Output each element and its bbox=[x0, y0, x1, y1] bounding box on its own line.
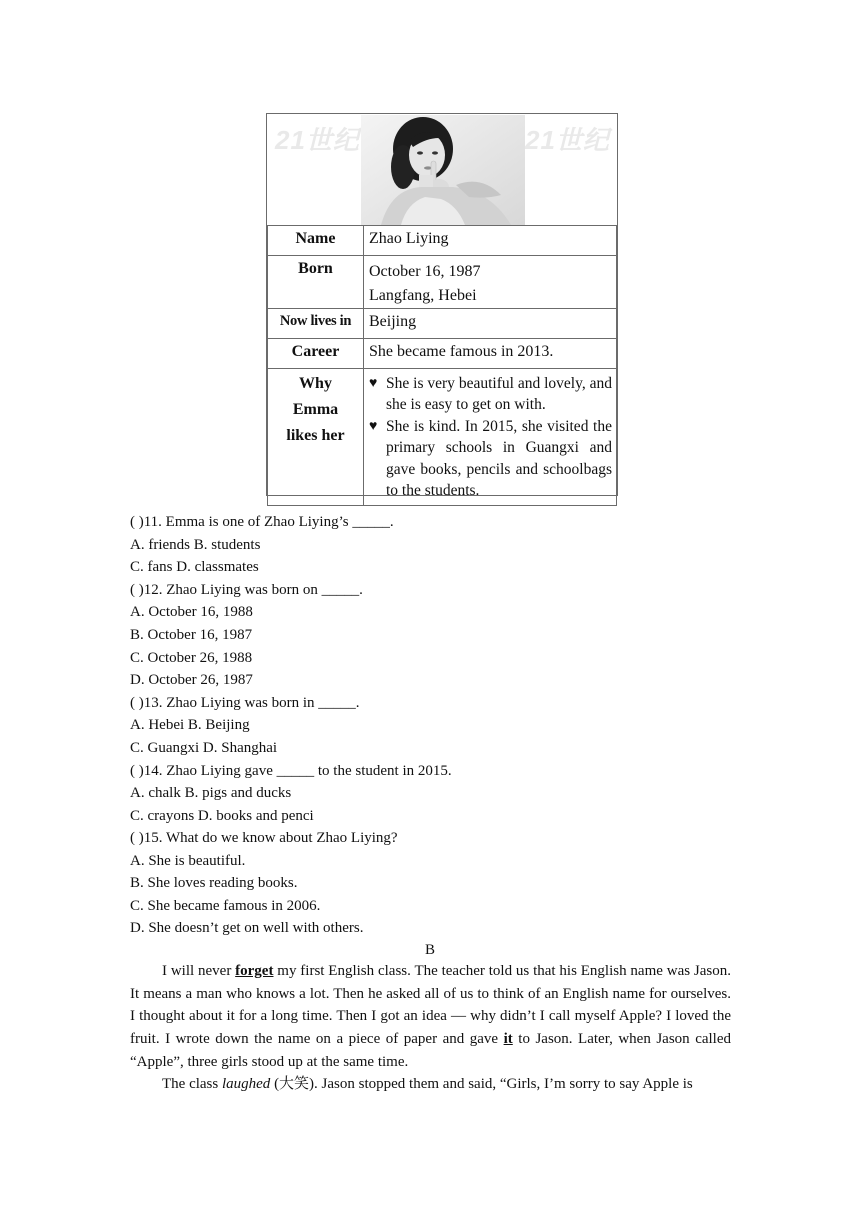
reasons-list bbox=[369, 373, 612, 501]
value-now-lives-in: Beijing bbox=[364, 309, 617, 339]
label-why-emma-likes-her bbox=[268, 369, 364, 506]
why-label-line: likes her bbox=[286, 427, 345, 444]
born-place: Langfang, Hebei bbox=[369, 287, 477, 304]
text-run: (大笑). Jason stopped them and said, “Girls, I’m sorry to say Apple is bbox=[270, 1076, 693, 1092]
question-13: ( )13. Zhao Liying was born in _____. bbox=[130, 695, 360, 711]
value-why bbox=[364, 369, 617, 506]
options-11-ab: A. friends B. students bbox=[130, 537, 261, 553]
option-15-c: C. She became famous in 2006. bbox=[130, 898, 321, 914]
question-15: ( )15. What do we know about Zhao Liying? bbox=[130, 830, 398, 846]
text-run: I will never bbox=[162, 963, 236, 979]
options-13-cd: C. Guangxi D. Shanghai bbox=[130, 740, 278, 756]
row-now-lives-in bbox=[268, 309, 617, 339]
why-label-line: Why bbox=[299, 375, 332, 392]
option-15-d: D. She doesn’t get on well with others. bbox=[130, 920, 364, 936]
reason-item: ♥ She is very beautiful and lovely, and she is easy to get on with. bbox=[369, 373, 612, 416]
option-15-b: B. She loves reading books. bbox=[130, 875, 298, 891]
passage-paragraph-1 bbox=[130, 948, 731, 1074]
portrait-photo bbox=[361, 115, 525, 225]
underlined-word-it: it bbox=[503, 1031, 513, 1048]
options-11-cd: C. fans D. classmates bbox=[130, 559, 259, 575]
options-14-cd: C. crayons D. books and penci bbox=[130, 808, 314, 824]
option-12-d: D. October 26, 1987 bbox=[130, 672, 253, 688]
option-12-b: B. October 16, 1987 bbox=[130, 627, 253, 643]
question-12: ( )12. Zhao Liying was born on _____. bbox=[130, 582, 363, 598]
row-career bbox=[268, 339, 617, 369]
section-b-heading: B bbox=[424, 942, 435, 958]
italic-word-laughed: laughed bbox=[221, 1076, 271, 1092]
profile-table bbox=[267, 225, 617, 506]
passage-paragraph-2 bbox=[130, 1073, 731, 1096]
option-12-c: C. October 26, 1988 bbox=[130, 650, 253, 666]
label-name: Name bbox=[268, 226, 364, 256]
portrait-image bbox=[361, 115, 525, 225]
label-now-lives-in: Now lives in bbox=[268, 309, 364, 339]
value-career: She became famous in 2013. bbox=[364, 339, 617, 369]
options-13-ab: A. Hebei B. Beijing bbox=[130, 717, 250, 733]
watermark: 21世纪 bbox=[525, 125, 610, 155]
profile-card bbox=[266, 113, 618, 500]
question-11: ( )11. Emma is one of Zhao Liying’s _____. bbox=[130, 514, 394, 530]
option-12-a: A. October 16, 1988 bbox=[130, 604, 253, 620]
text-run: The class bbox=[162, 1076, 222, 1092]
row-why-emma-likes-her bbox=[268, 369, 617, 506]
question-14: ( )14. Zhao Liying gave _____ to the student in 2015. bbox=[130, 763, 452, 779]
value-born bbox=[364, 256, 617, 309]
reason-item: ♥ She is kind. In 2015, she visited the primary schools in Guangxi and gave books, pencils and schoolbags to the students. bbox=[369, 416, 612, 502]
row-born bbox=[268, 256, 617, 309]
underlined-word-forget: forget bbox=[235, 963, 274, 979]
label-career: Career bbox=[268, 339, 364, 369]
watermark: 21世纪 bbox=[275, 125, 360, 155]
text-run: to Jason. Later, when Jason called “Apple”, three girls stood up at the same time. bbox=[130, 1031, 732, 1070]
text-run: my first English class. The teacher told us that his English name was Jason. It means a man who knows a lot. Then he asked all of us to think of an English name for ourselves. I thought about it for a long time. Then I got an idea — why didn’t I call myself Apple? I loved the fruit. I wrote down the name on a piece of paper and gave bbox=[130, 963, 731, 1048]
why-label-line: Emma bbox=[292, 401, 339, 418]
options-14-ab: A. chalk B. pigs and ducks bbox=[130, 785, 292, 801]
born-date: October 16, 1987 bbox=[369, 263, 481, 280]
option-15-a: A. She is beautiful. bbox=[130, 853, 246, 869]
row-name bbox=[268, 226, 617, 256]
value-name: Zhao Liying bbox=[364, 226, 617, 256]
label-born: Born bbox=[268, 256, 364, 309]
